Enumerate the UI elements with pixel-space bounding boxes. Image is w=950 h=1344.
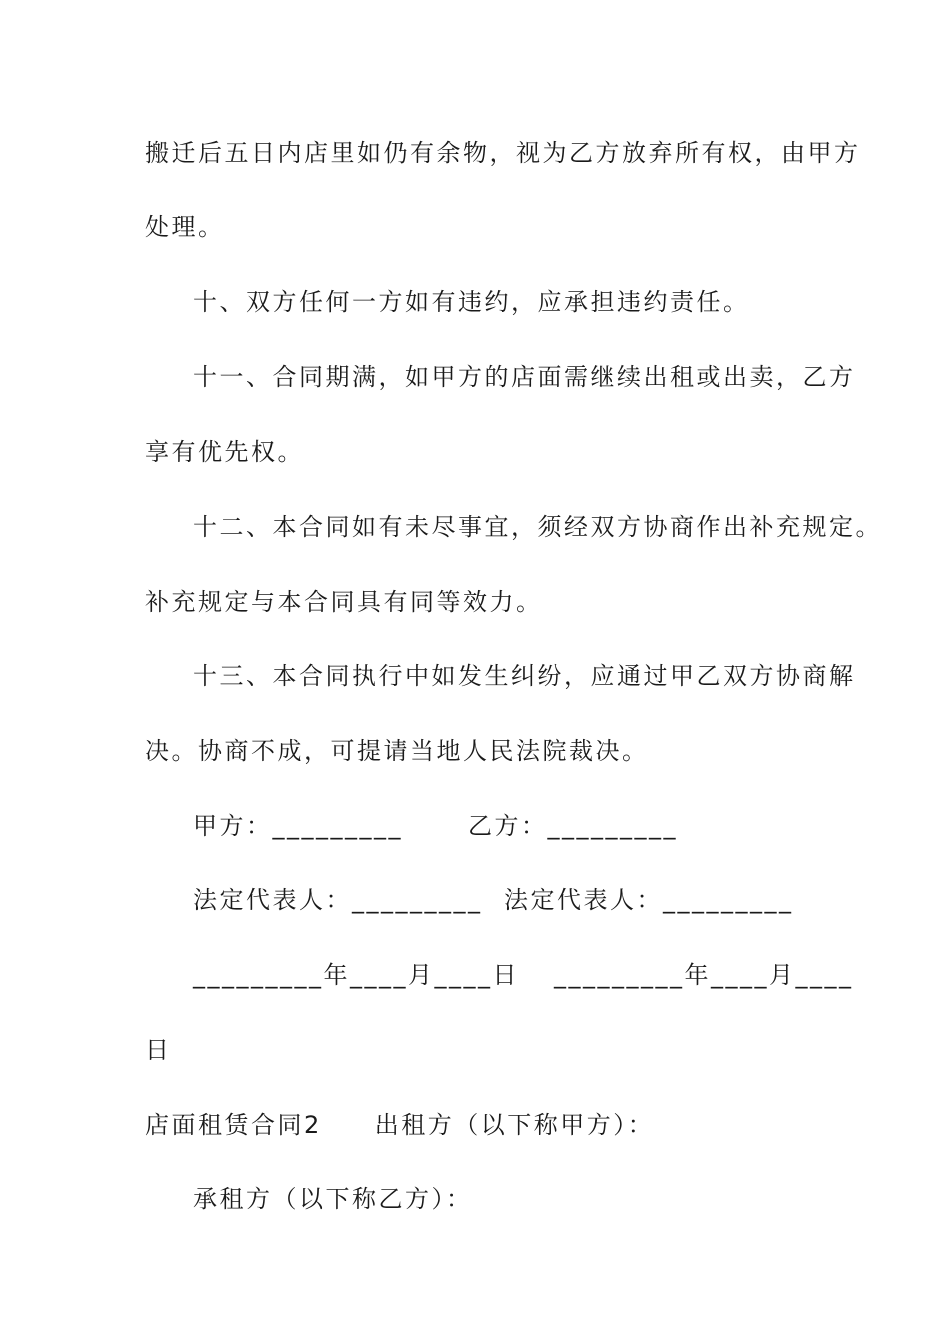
signature-date-b-day: 日 — [145, 1036, 172, 1064]
contract-2-lessee: 承租方（以下称乙方）： — [193, 1185, 473, 1213]
signature-date-b: _________年____月____ — [554, 961, 854, 989]
contract-2-title: 店面租赁合同2 出租方（以下称甲方）： — [145, 1111, 655, 1139]
paragraph-10: 十、双方任何一方如有违约，应承担违约责任。 — [193, 288, 750, 316]
paragraph-11-line-1: 十一、合同期满，如甲方的店面需继续出租或出卖，乙方 — [193, 363, 856, 391]
signature-party-a: 甲方：_________ — [193, 812, 403, 840]
signature-date-a: _________年____月____日 — [193, 961, 519, 989]
paragraph-9-line-1: 搬迁后五日内店里如仍有余物，视为乙方放弃所有权，由甲方 — [145, 139, 861, 167]
paragraph-13-line-1: 十三、本合同执行中如发生纠纷，应通过甲乙双方协商解 — [193, 662, 856, 690]
signature-representative-a: 法定代表人：_________ — [193, 886, 483, 914]
signature-party-b: 乙方：_________ — [468, 812, 678, 840]
paragraph-13-line-2: 决。协商不成，可提请当地人民法院裁决。 — [145, 737, 649, 765]
paragraph-11-line-2: 享有优先权。 — [145, 438, 304, 466]
paragraph-12-line-2: 补充规定与本合同具有同等效力。 — [145, 588, 543, 616]
signature-representative-b: 法定代表人：_________ — [504, 886, 794, 914]
paragraph-12-line-1: 十二、本合同如有未尽事宜，须经双方协商作出补充规定。 — [193, 513, 882, 541]
paragraph-9-line-2: 处理。 — [145, 213, 225, 241]
